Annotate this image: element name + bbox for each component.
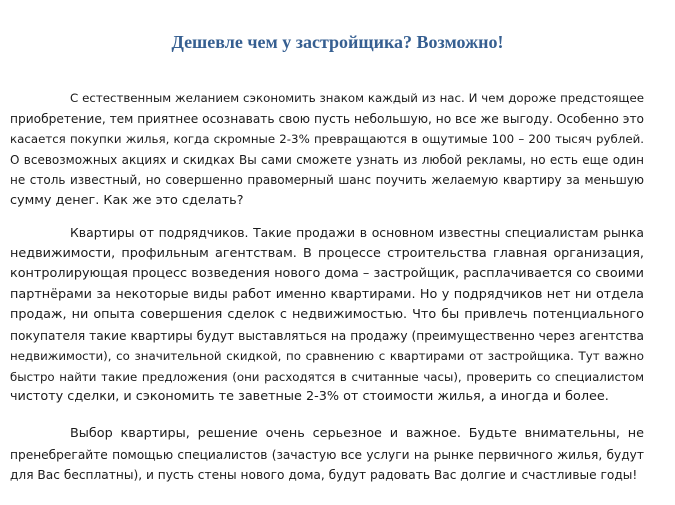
paragraph-line: чистоту сделки, и сэкономить те заветные 2-3% от стоимости жилья, а иногда и более. xyxy=(10,389,609,404)
paragraph-line: О всевозможных акциях и скидках Вы сами сможете узнать из любой рекламы, но есть еще один xyxy=(10,152,644,167)
paragraph-line: недвижимости), со значительной скидкой, по сравнению с квартирами от застройщика. Тут важно xyxy=(10,349,644,363)
paragraph-line: пренебрегайте помощью специалистов (зачастую все услуги на рынке первичного жилья, будут xyxy=(10,447,644,462)
paragraph-line: касается покупки жилья, когда скромные 2-3% превращаются в ощутимые 100 – 200 тысяч рублей. xyxy=(10,132,644,146)
paragraph-line: Выбор квартиры, решение очень серьезное и важное. Будьте внимательны, не xyxy=(70,426,644,441)
paragraph-line: С естественным желанием сэкономить знаком каждый из нас. И чем дороже предстоящее xyxy=(70,91,644,105)
paragraph-line: не столь известный, но совершенно правомерный шанс поучить желаемую квартиру за меньшую xyxy=(10,173,644,187)
paragraph-line: для Вас бесплатны), и пусть стены нового дома, будут радовать Вас долгие и счастливые годы! xyxy=(10,468,638,482)
paragraph-line: быстро найти такие предложения (они расходятся в считанные часы), проверить со специалистом xyxy=(10,369,644,384)
paragraph-line: контролирующая процесс возведения нового дома – застройщик, расплачивается со своими xyxy=(10,266,644,281)
paragraph-line: недвижимости, профильным агентствам. В процессе строительства главная организация, xyxy=(10,245,644,261)
paragraph-line: продаж, ни опыта совершения сделок с недвижимостью. Что бы привлечь потенциального xyxy=(10,307,644,322)
paragraph-3 xyxy=(10,424,644,486)
paragraph-1 xyxy=(10,88,644,211)
paragraph-line: покупателя такие квартиры будут выставляться на продажу (преимущественно через агентства xyxy=(10,328,644,343)
document-title: Дешевле чем у застройщика? Возможно! xyxy=(171,32,504,52)
paragraph-line: сумму денег. Как же это сделать? xyxy=(10,192,244,208)
paragraph-line: партнёрами за некоторые виды работ именно квартирами. Но у подрядчиков нет ни отдела xyxy=(10,286,644,302)
paragraph-line: приобретение, тем приятнее осознавать свою пусть небольшую, но все же выгоду. Особенно это xyxy=(10,111,644,126)
paragraph-line: Квартиры от подрядчиков. Такие продажи в основном известны специалистам рынка xyxy=(70,225,644,240)
paragraph-2 xyxy=(10,223,644,408)
